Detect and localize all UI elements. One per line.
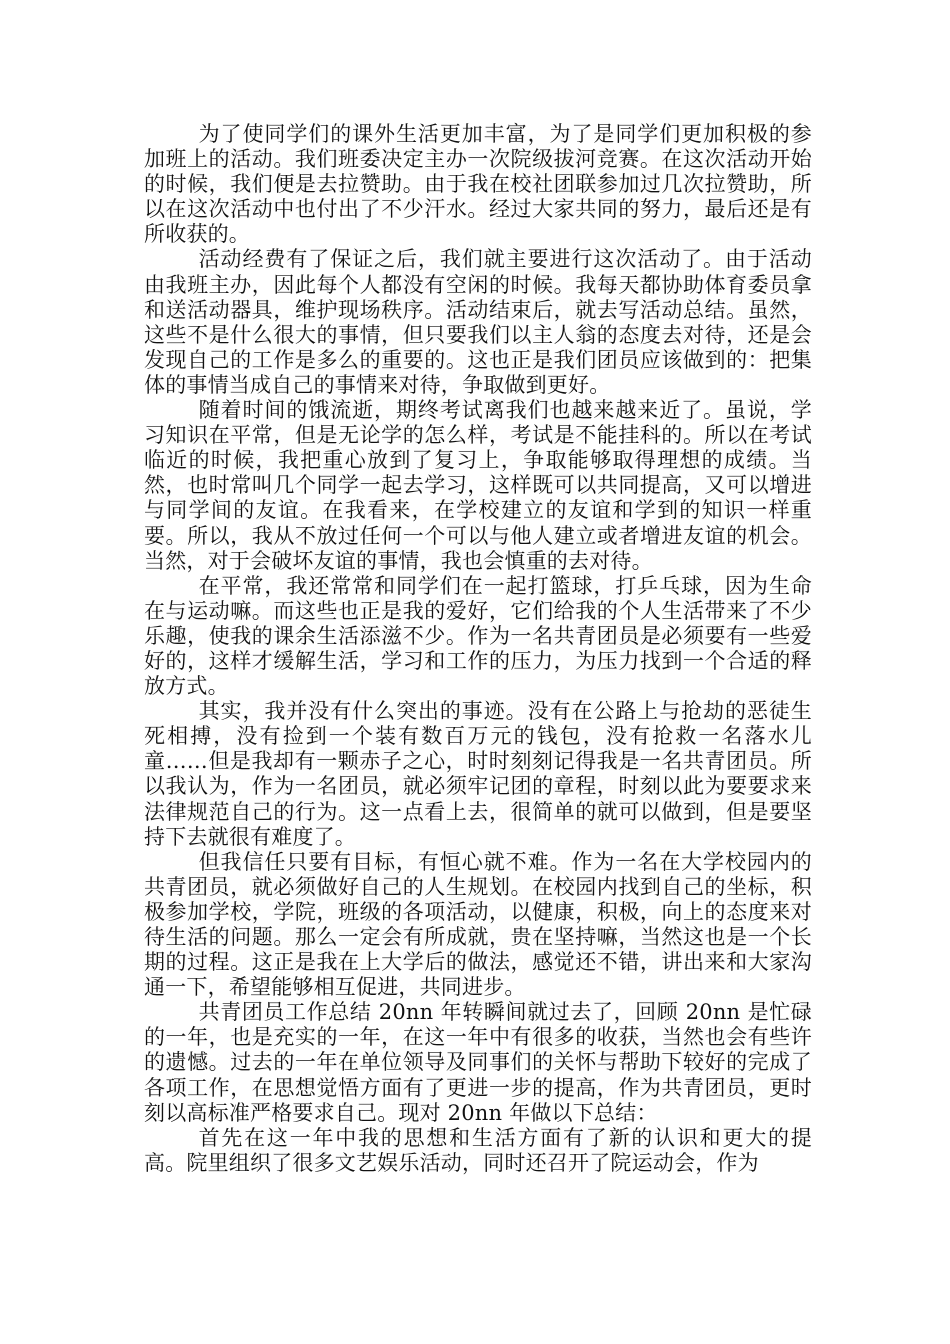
paragraph-8: 首先在这一年中我的思想和生活方面有了新的认识和更大的提高。院里组织了很多文艺娱乐活动，同时还召开了院运动会，作为 [144, 1125, 812, 1175]
document-body [144, 122, 812, 1176]
paragraph-7: 共青团员工作总结 20nn 年转瞬间就过去了，回顾 20nn 是忙碌的一年，也是充实的一年，在这一年中有很多的收获，当然也会有些许的遗憾。过去的一年在单位领导及同事们的关怀与帮助下较好的完成了各项工作，在思想觉悟方面有了更进一步的提高，作为共青团员，更时刻以高标准严格要求自己。现对 20nn 年做以下总结： [144, 1000, 812, 1125]
paragraph-3: 随着时间的饿流逝，期终考试离我们也越来越来近了。虽说，学习知识在平常，但是无论学的怎么样，考试是不能挂科的。所以在考试临近的时候，我把重心放到了复习上，争取能够取得理想的成绩。当然，也时常叫几个同学一起去学习，这样既可以共同提高，又可以增进与同学间的友谊。在我看来，在学校建立的友谊和学到的知识一样重要。所以，我从不放过任何一个可以与他人建立或者增进友谊的机会。当然，对于会破坏友谊的事情，我也会慎重的去对待。 [144, 398, 812, 573]
paragraph-2: 活动经费有了保证之后，我们就主要进行这次活动了。由于活动由我班主办，因此每个人都没有空闲的时候。我每天都协助体育委员拿和送活动器具，维护现场秩序。活动结束后，就去写活动总结。虽然，这些不是什么很大的事情，但只要我们以主人翁的态度去对待，还是会发现自己的工作是多么的重要的。这也正是我们团员应该做到的：把集体的事情当成自己的事情来对待，争取做到更好。 [144, 247, 812, 397]
paragraph-6: 但我信任只要有目标，有恒心就不难。作为一名在大学校园内的共青团员，就必须做好自己的人生规划。在校园内找到自己的坐标，积极参加学校，学院，班级的各项活动，以健康，积极，向上的态度来对待生活的问题。那么一定会有所成就，贵在坚持嘛，当然这也是一个长期的过程。这正是我在上大学后的做法，感觉还不错，讲出来和大家沟通一下，希望能够相互促进，共同进步。 [144, 849, 812, 1000]
paragraph-1: 为了使同学们的课外生活更加丰富，为了是同学们更加积极的参加班上的活动。我们班委决定主办一次院级拔河竞赛。在这次活动开始的时候，我们便是去拉赞助。由于我在校社团联参加过几次拉赞助，所以在这次活动中也付出了不少汗水。经过大家共同的努力，最后还是有所收获的。 [144, 122, 812, 247]
paragraph-4: 在平常，我还常常和同学们在一起打篮球，打乒乓球，因为生命在与运动嘛。而这些也正是我的爱好，它们给我的个人生活带来了不少乐趣，使我的课余生活添滋不少。作为一名共青团员是必须要有一些爱好的，这样才缓解生活，学习和工作的压力，为压力找到一个合适的释放方式。 [144, 573, 812, 699]
paragraph-5: 其实，我并没有什么突出的事迹。没有在公路上与抢劫的恶徒生死相搏，没有捡到一个装有数百万元的钱包，没有抢救一名落水儿童……但是我却有一颗赤子之心，时时刻刻记得我是一名共青团员。所以我认为，作为一名团员，就必须牢记团的章程，时刻以此为要要求来法律规范自己的行为。这一点看上去，很简单的就可以做到，但是要坚持下去就很有难度了。 [144, 699, 812, 849]
